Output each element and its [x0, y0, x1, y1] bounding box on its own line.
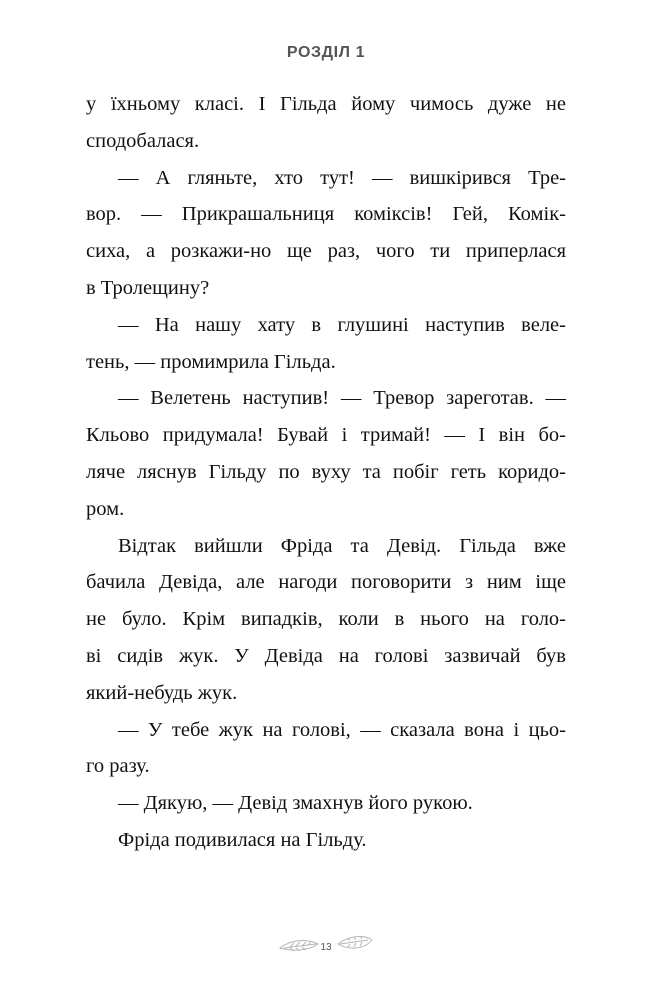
- text-line: — На нашу хату в глушині наступив веле-: [118, 313, 566, 336]
- text-line: — Велетень наступив! — Тревор зареготав. —: [118, 387, 566, 410]
- text-line: який-небудь жук.: [86, 681, 238, 704]
- text-line: у їхньому класі. І Гільда йому чимось дуже не: [86, 93, 566, 115]
- text-line: ляче ляснув Гільду по вуху та побіг геть коридо-: [86, 460, 566, 483]
- text-line: Відтак вийшли Фріда та Девід. Гільда вже: [118, 534, 566, 557]
- text-line: сиха, а розкажи-но ще раз, чого ти приперлася: [86, 240, 566, 263]
- text-line: го разу.: [86, 755, 150, 778]
- text-line: — А гляньте, хто тут! — вишкірився Тре-: [118, 166, 566, 189]
- text-line: — У тебе жук на голові, — сказала вона і цьо-: [118, 718, 566, 741]
- text-line: тень, — промимрила Гільда.: [86, 350, 336, 373]
- text-line: Кльово придумала! Бувай і тримай! — І він бо-: [86, 424, 566, 447]
- text-line: — Дякую, — Девід змахнув його рукою.: [118, 792, 473, 815]
- text-line: не було. Крім випадків, коли в нього на голо-: [86, 608, 566, 631]
- text-line: Фріда подивилася на Гільду.: [118, 828, 367, 851]
- body-text: [86, 86, 566, 859]
- running-head: РОЗДІЛ 1: [286, 44, 366, 61]
- text-line: вор. — Прикрашальниця коміксів! Гей, Комік-: [86, 203, 566, 226]
- page-number: 13: [320, 942, 332, 953]
- text-line: в Тролещину?: [86, 276, 210, 299]
- text-line: бачила Девіда, але нагоди поговорити з ним іще: [86, 571, 566, 594]
- text-line: сподобалася.: [86, 129, 200, 152]
- text-line: ві сидів жук. У Девіда на голові зазвичай був: [86, 644, 566, 667]
- text-line: ром.: [86, 497, 125, 520]
- page-footer: [0, 930, 652, 970]
